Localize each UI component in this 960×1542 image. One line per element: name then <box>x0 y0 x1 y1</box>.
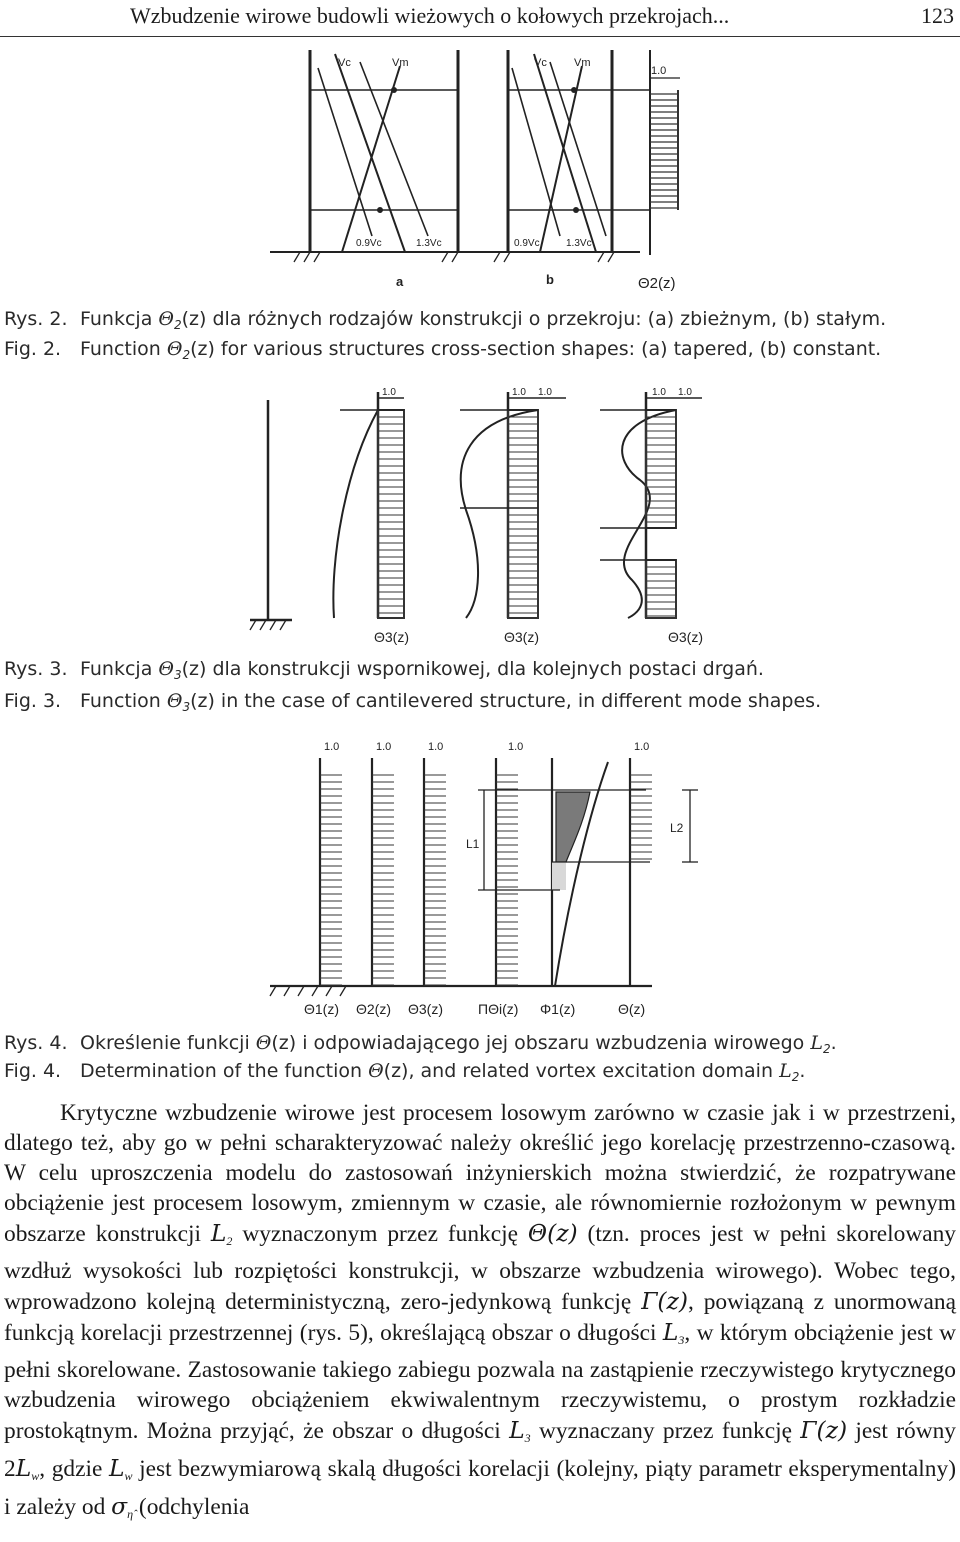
fig3-p3-curve <box>622 410 676 618</box>
fig4-caption-pl: Rys. 4. Określenie funkcji Θ(z) i odpowiadającego jej obszaru wzbudzenia wirowego $L_2$. <box>4 1032 837 1056</box>
running-header <box>0 0 960 40</box>
fig4-shaded-overlap <box>556 792 590 862</box>
fig2a-point-upper <box>391 87 397 93</box>
fig2b-vm-label: Vm <box>574 57 591 69</box>
fig4-theta2-label: Θ2(z) <box>356 1001 391 1017</box>
fig3-p1-curve <box>333 410 378 618</box>
fig2b-09-line <box>512 68 560 236</box>
fig3-hatch-lines <box>378 417 676 616</box>
fig2-theta-hatch <box>650 90 678 210</box>
fig4-l1-label: L1 <box>466 837 480 851</box>
fig4-pi-label: ΠΘi(z) <box>478 1001 519 1017</box>
fig3-p2-curve <box>461 410 538 618</box>
fig3-one-label-4: 1.0 <box>652 387 666 398</box>
fig2-one-label: 1.0 <box>651 65 667 77</box>
fig4-caption-en: Fig. 4. Determination of the function Θ(z), and related vortex excitation domain $L_2$. <box>4 1060 806 1084</box>
fig2a-09vc-label: 0.9Vc <box>356 238 382 249</box>
fig3-p1-hatch-box <box>378 410 404 618</box>
fig4-one-label-1: 1.0 <box>324 741 340 753</box>
fig2-panel-a-label: a <box>396 274 404 289</box>
fig2a-13vc-label: 1.3Vc <box>416 238 442 249</box>
fig3-one-label-5: 1.0 <box>678 387 692 398</box>
fig4-ground-hatch <box>270 986 346 996</box>
figure-4 <box>0 732 960 1022</box>
fig3-p2-hatch-box <box>508 410 538 618</box>
fig3-theta-label-3: Θ3(z) <box>668 629 703 645</box>
fig4-one-label-2: 1.0 <box>376 741 392 753</box>
body-paragraph <box>4 1098 956 1529</box>
fig4-theta-label: Θ(z) <box>618 1001 646 1017</box>
figure-3 <box>0 380 960 648</box>
fig2a-point-lower <box>377 207 383 213</box>
fig3-caption-en: Fig. 3. Function $\Theta_3(z)$ in the case of cantilevered structure, in different mode shapes. <box>4 690 822 714</box>
fig2-theta-label: Θ2(z) <box>638 275 676 292</box>
fig4-hatch-lines <box>320 775 652 985</box>
figure-2 <box>0 40 960 302</box>
fig2-caption-en: Fig. 2. Function $\Theta_2(z)$ for various structures cross-section shapes: (a) tapered, (b) constant. <box>4 338 882 362</box>
fig4-one-label-3: 1.0 <box>428 741 444 753</box>
fig2a-vm-label: Vm <box>392 57 409 69</box>
paragraph-1: Krytyczne wzbudzenie wirowe jest procesem losowym zarówno w czasie jak i w przestrzeni, dlatego też, aby go w pełni scharakteryzować należy określić jego korelację przestrzenno-czasową. W celu uproszczenia modelu do zastosowań inżynierskich można stwierdzić, że rozpatrywane obciążenie jest procesem losowym, zmiennym w czasie, ale równomiernie rozłożonym w pewnym obszarze konstrukcji $L_2$ wyznaczonym przez funkcję Θ(z) (tzn. proces jest w pełni skorelowany wzdłuż wysokości lub rozpiętości konstrukcji, w obszarze wzbudzenia wirowego). Wobec tego, wprowadzono kolejną deterministyczną, zero-jedynkową funkcję Γ(z), powiązaną z unormowaną funkcją korelacji przestrzennej (rys. 5), określającą obszar o długości $L_3$, w którym obciążenie jest w pełni skorelowane. Zastosowanie takiego zabiegu pozwala na zastąpienie rzeczywistego krytycznego wzbudzenia wirowego obciążeniem ekwiwalentnym rzeczywistemu, o prostym rozkładzie prostokątnym. Można przyjąć, że obszar o długości $L_3$ wyznaczany przez funkcję Γ(z) jest równy $2L_w$, gdzie $L_w$ jest bezwymiarową skalą długości korelacji (kolejny, piąty parametr eksperymentalny) i zależy od $\sigma_{\etâ}$ (odchylenia <box>4 1100 957 1521</box>
fig2b-point-lower <box>573 207 579 213</box>
fig2b-vc-line <box>534 54 596 252</box>
fig3-ground-hatch <box>250 620 286 630</box>
fig3-p3-hatch-box-top <box>646 410 676 528</box>
fig4-l2-label: L2 <box>670 821 684 835</box>
fig2b-point-upper <box>571 87 577 93</box>
fig3-caption-pl: Rys. 3. Funkcja $\Theta_3(z)$ dla konstrukcji wspornikowej, dla kolejnych postaci drgań. <box>4 658 764 682</box>
fig4-phi1-label: Φ1(z) <box>540 1001 576 1017</box>
fig3-one-label-2: 1.0 <box>512 387 526 398</box>
fig2-caption-pl: Rys. 2. Funkcja $\Theta_2(z)$ dla różnych rodzajów konstrukcji o przekroju: (a) zbieżnym, (b) stałym. <box>4 308 887 332</box>
fig2b-13vc-label: 1.3Vc <box>566 238 592 249</box>
fig4-one-label-5: 1.0 <box>634 741 650 753</box>
header-rule <box>0 36 960 37</box>
fig3-one-label-1: 1.0 <box>382 387 396 398</box>
fig4-theta1-label: Θ1(z) <box>304 1001 339 1017</box>
page-number: 123 <box>921 3 954 28</box>
fig2-ground-hatch <box>294 252 614 262</box>
fig3-theta-label-1: Θ3(z) <box>374 629 409 645</box>
fig2b-vc-label: Vc <box>534 57 547 69</box>
fig3-one-label-3: 1.0 <box>538 387 552 398</box>
fig3-theta-label-2: Θ3(z) <box>504 629 539 645</box>
fig2a-09-line <box>318 68 372 236</box>
fig2-panel-b-label: b <box>546 272 554 287</box>
fig2a-vm-line <box>342 66 400 252</box>
running-title: Wzbudzenie wirowe budowli wieżowych o kołowych przekrojach... <box>130 3 730 28</box>
fig4-light-region <box>552 862 566 890</box>
fig2b-09vc-label: 0.9Vc <box>514 238 540 249</box>
fig4-theta3-label: Θ3(z) <box>408 1001 443 1017</box>
fig2a-vc-label: Vc <box>338 57 351 69</box>
fig4-one-label-4: 1.0 <box>508 741 524 753</box>
